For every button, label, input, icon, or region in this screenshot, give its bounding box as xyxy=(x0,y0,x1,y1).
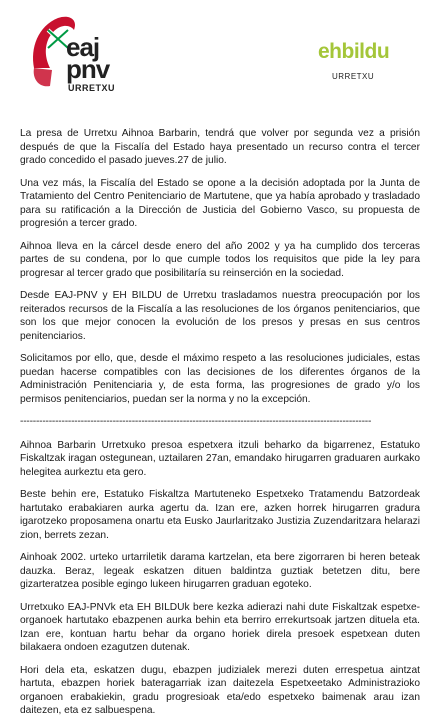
press-release-body xyxy=(20,127,420,727)
paragraph-eu: Hori dela eta, eskatzen dugu, ebazpen judizialek merezi duten errespetua aintzat hartuta, ebazpen horiek bateragarriak izan daitezela Espetxeetako Administrazioko organoen erabakiekin, gradu progresioak eta/edo espetxeko baimenak arau izan daitezen, eta ez salbuespena. xyxy=(20,664,420,716)
paragraph-es: Solicitamos por ello, que, desde el máximo respeto a las resoluciones judiciales, estas puedan hacerse compatibles con las decisiones de los diferentes órganos de la Administración Penitenciaria y, de esta forma, las progresiones de grado y/o los permisos penitenciarios, puedan ser la norma y no la excepción. xyxy=(20,353,420,405)
paragraph-es: Desde EAJ-PNV y EH BILDU de Urretxu trasladamos nuestra preocupación por los reiterados recursos de la Fiscalía a las resoluciones de los órganos penitenciarios, que son los que mejor conocen la evolución de los presos y presas en sus centros penitenciarios. xyxy=(20,290,420,342)
paragraph-es: Aihnoa lleva en la cárcel desde enero del año 2002 y ya ha cumplido dos terceras partes de su condena, por lo que cumple todos los requisitos que pide la ley para progresar al tercer grado que posibilitaría su reinserción en la sociedad. xyxy=(20,240,420,279)
ehbildu-logo xyxy=(318,40,418,80)
paragraph-eu: Beste behin ere, Estatuko Fiskaltza Martuteneko Espetxeko Tratamendu Batzordeak hartutako erabakiaren aurka agertu da. Izan ere, azken horrek hirugarren gradura igarotzeko proposamena onartu eta Eusko Jaurlaritzako Justizia Zuzendaritzara helarazi zion, berrets zezan. xyxy=(20,489,420,541)
paragraph-eu: Urretxuko EAJ-PNVk eta EH BILDUk bere kezka adierazi nahi dute Fiskaltzak espetxe-organoek hartutako ebazpenen aurka behin eta berriro errekurtsoak jartzen dituela eta. Izan ere, kontuan hartu behar da organo horiek direla presoek espetxean duten bilakaera ondoen ezagutzen dutenak. xyxy=(20,601,420,653)
language-separator: -------------------------------------------------------------------------------------------------------------- xyxy=(20,416,372,427)
eaj-pnv-wordmark: eaj pnv xyxy=(66,32,110,84)
ehbildu-subtitle: URRETXU xyxy=(332,72,375,81)
paragraph-eu: Ainhoak 2002. urteko urtarriletik darama kartzelan, eta bere zigorraren bi heren beteak dauzka. Beraz, legeak eskatzen dituen baldintza guztiak betetzen ditu, bere gizarteratzea posible egingo lukeen hirugarren graduan egoteko. xyxy=(20,552,420,590)
eaj-pnv-subtitle: URRETXU xyxy=(68,83,116,93)
paragraph-es: Una vez más, la Fiscalía del Estado se opone a la decisión adoptada por la Junta de Tratamiento del Centro Penitenciario de Martutene, que ya había aprobado y trasladado para su ratificación a la Dirección de Justicia del Gobierno Vasco, su propuesta de progresión a tercer grado. xyxy=(20,177,420,229)
ehbildu-wordmark: ehbildu xyxy=(318,40,390,63)
paragraph-eu: Aihnoa Barbarin Urretxuko presoa espetxera itzuli beharko da bigarrenez, Estatuko Fiskaltzak iragan ostegunean, uztailaren 27an, emandako hirugarren graduaren aurkako helegitea aurkeztu eta gero. xyxy=(20,439,420,478)
paragraph-es: La presa de Urretxu Aihnoa Barbarin, tendrá que volver por segunda vez a prisión después de que la Fiscalía del Estado haya presentado un recurso contra el tercer grado concedido el pasado jueves.27 de julio. xyxy=(20,128,420,166)
